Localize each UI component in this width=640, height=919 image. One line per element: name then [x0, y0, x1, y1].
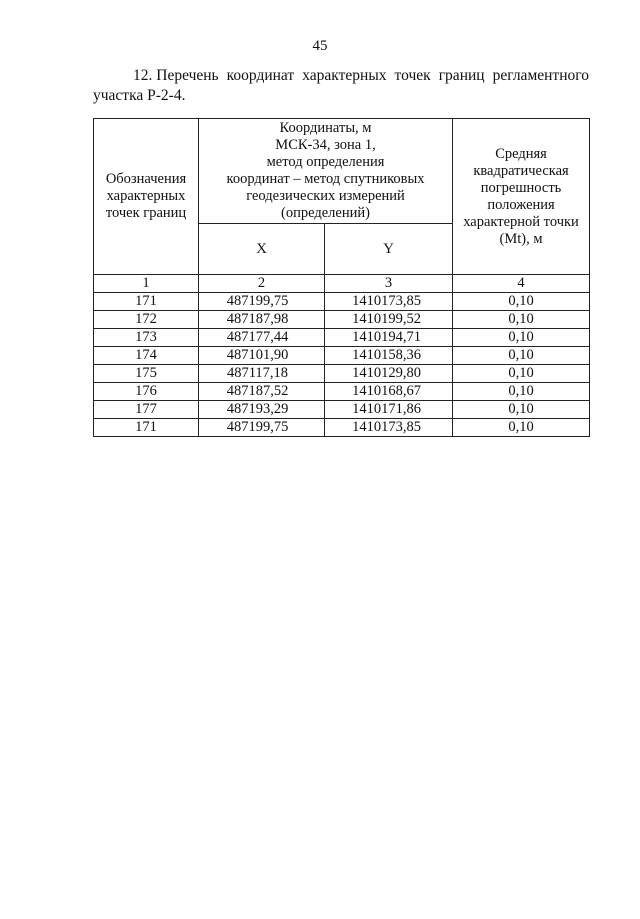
heading-line-1	[93, 66, 589, 86]
coord-y: 1410194,71	[325, 329, 453, 347]
table-row	[94, 401, 590, 419]
heading-word: границ	[438, 67, 485, 84]
heading-line-2: участка Р-2-4.	[93, 87, 186, 104]
coord-y: 1410158,36	[325, 347, 453, 365]
heading-word: характерных	[302, 67, 387, 84]
column-number: 1	[94, 275, 199, 293]
mt-value: 0,10	[453, 419, 590, 437]
mt-value: 0,10	[453, 329, 590, 347]
mt-value: 0,10	[453, 293, 590, 311]
header-coord-line: геодезических измерений	[246, 188, 405, 204]
point-id: 175	[94, 365, 199, 383]
point-id: 173	[94, 329, 199, 347]
coord-x: 487193,29	[199, 401, 325, 419]
column-number: 3	[325, 275, 453, 293]
table-row	[94, 347, 590, 365]
header-mean-square-error: Средняя квадратическая погрешность положения характерной точки (Mt), м	[453, 119, 590, 275]
table-row	[94, 383, 590, 401]
header-point-designations: Обозначения характерных точек границ	[94, 119, 199, 275]
header-coord-line: Координаты, м	[279, 120, 372, 136]
coord-y: 1410173,85	[325, 419, 453, 437]
coord-x: 487187,98	[199, 311, 325, 329]
section-heading	[93, 66, 589, 106]
header-coord-line: МСК-34, зона 1,	[275, 137, 376, 153]
coord-y: 1410171,86	[325, 401, 453, 419]
column-number: 4	[453, 275, 590, 293]
table-header-row	[94, 119, 590, 224]
coord-x: 487199,75	[199, 419, 325, 437]
coordinates-table	[93, 118, 590, 437]
table-row	[94, 311, 590, 329]
point-id: 176	[94, 383, 199, 401]
point-id: 172	[94, 311, 199, 329]
header-y: Y	[325, 224, 453, 275]
mt-value: 0,10	[453, 311, 590, 329]
point-id: 171	[94, 293, 199, 311]
coord-x: 487101,90	[199, 347, 325, 365]
header-x: X	[199, 224, 325, 275]
column-numbers-row	[94, 275, 590, 293]
heading-word: регламентного	[492, 67, 589, 84]
point-id: 171	[94, 419, 199, 437]
table-row	[94, 419, 590, 437]
table-row	[94, 293, 590, 311]
header-coord-line: метод определения	[266, 154, 385, 170]
table-row	[94, 365, 590, 383]
coord-x: 487177,44	[199, 329, 325, 347]
point-id: 177	[94, 401, 199, 419]
point-id: 174	[94, 347, 199, 365]
coord-x: 487117,18	[199, 365, 325, 383]
coord-y: 1410173,85	[325, 293, 453, 311]
coord-y: 1410168,67	[325, 383, 453, 401]
coord-y: 1410129,80	[325, 365, 453, 383]
mt-value: 0,10	[453, 365, 590, 383]
heading-word: координат	[226, 67, 295, 84]
header-coord-line: координат – метод спутниковых	[226, 171, 425, 187]
heading-word: точек	[394, 67, 431, 84]
coord-x: 487187,52	[199, 383, 325, 401]
mt-value: 0,10	[453, 347, 590, 365]
column-number: 2	[199, 275, 325, 293]
mt-value: 0,10	[453, 383, 590, 401]
mt-value: 0,10	[453, 401, 590, 419]
header-coordinates-group	[199, 119, 453, 224]
coord-y: 1410199,52	[325, 311, 453, 329]
page-number: 45	[312, 38, 328, 54]
table-row	[94, 329, 590, 347]
coord-x: 487199,75	[199, 293, 325, 311]
heading-word: 12. Перечень	[133, 67, 219, 84]
header-coord-line: (определений)	[281, 205, 370, 221]
